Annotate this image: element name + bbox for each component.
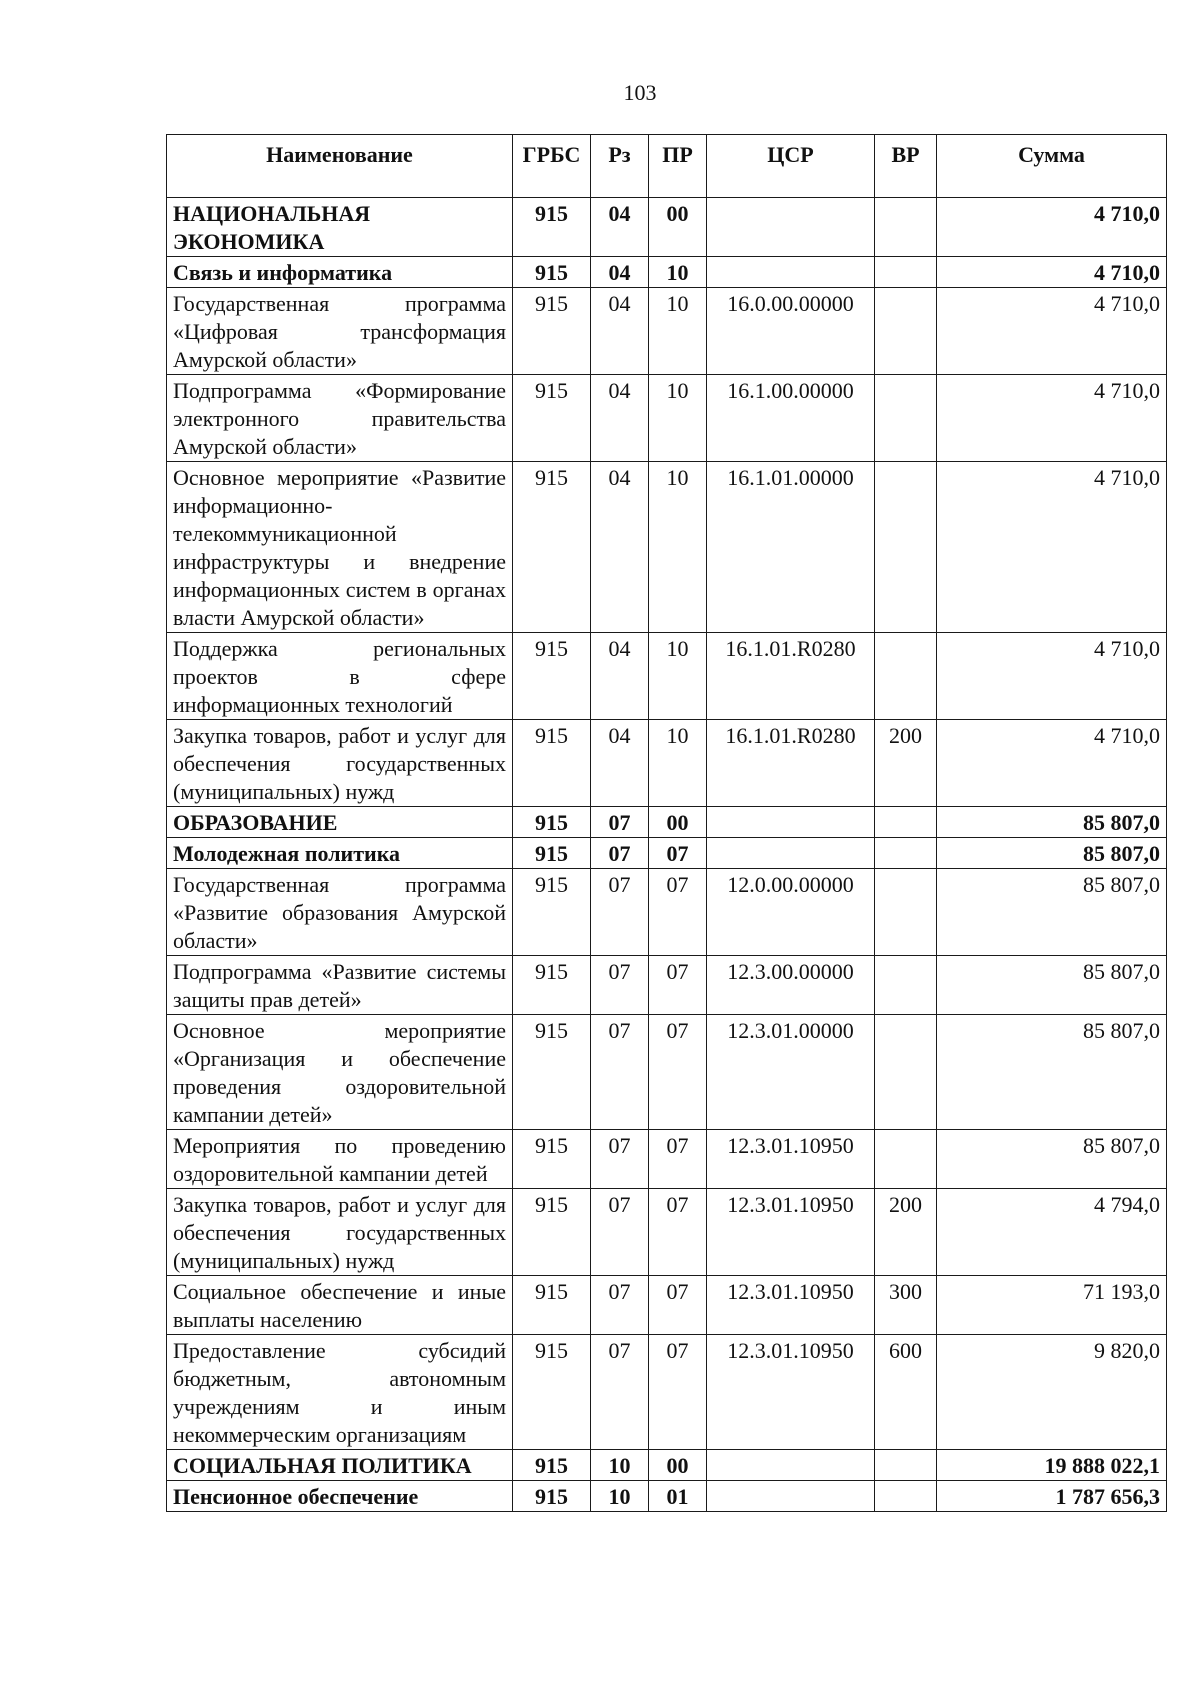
budget-table (166, 134, 1167, 1512)
cell-csr: 12.3.01.10950 (707, 1276, 875, 1335)
cell-pr: 00 (649, 198, 707, 257)
cell-sum: 4 710,0 (937, 375, 1167, 462)
cell-rz: 10 (591, 1481, 649, 1512)
cell-grbs: 915 (513, 375, 591, 462)
table-header (167, 135, 1167, 198)
cell-vr (875, 1450, 937, 1481)
cell-sum: 1 787 656,3 (937, 1481, 1167, 1512)
cell-pr: 10 (649, 257, 707, 288)
header-rz: Рз (591, 135, 649, 198)
table-row (167, 1130, 1167, 1189)
cell-name: Пенсионное обеспечение (167, 1481, 513, 1512)
cell-rz: 07 (591, 956, 649, 1015)
cell-vr (875, 956, 937, 1015)
cell-name: Основное мероприятие «Организация и обеспечение проведения оздоровительной кампании детей» (167, 1015, 513, 1130)
cell-sum: 85 807,0 (937, 1130, 1167, 1189)
cell-rz: 07 (591, 869, 649, 956)
cell-vr (875, 1015, 937, 1130)
cell-pr: 01 (649, 1481, 707, 1512)
cell-rz: 04 (591, 288, 649, 375)
cell-pr: 10 (649, 375, 707, 462)
header-row (167, 135, 1167, 198)
cell-sum: 4 710,0 (937, 257, 1167, 288)
cell-csr: 16.0.00.00000 (707, 288, 875, 375)
cell-grbs: 915 (513, 198, 591, 257)
cell-sum: 4 794,0 (937, 1189, 1167, 1276)
header-vr: ВР (875, 135, 937, 198)
table-body (167, 198, 1167, 1512)
cell-sum: 85 807,0 (937, 838, 1167, 869)
cell-name: Закупка товаров, работ и услуг для обеспечения государственных (муниципальных) нужд (167, 1189, 513, 1276)
cell-rz: 04 (591, 375, 649, 462)
cell-sum: 85 807,0 (937, 1015, 1167, 1130)
table-row (167, 288, 1167, 375)
cell-grbs: 915 (513, 1481, 591, 1512)
cell-pr: 07 (649, 1335, 707, 1450)
cell-csr: 16.1.01.00000 (707, 462, 875, 633)
cell-rz: 07 (591, 1189, 649, 1276)
table-row (167, 375, 1167, 462)
cell-sum: 19 888 022,1 (937, 1450, 1167, 1481)
cell-csr: 16.1.00.00000 (707, 375, 875, 462)
cell-vr (875, 462, 937, 633)
cell-rz: 07 (591, 1130, 649, 1189)
cell-name: Мероприятия по проведению оздоровительной кампании детей (167, 1130, 513, 1189)
cell-pr: 10 (649, 633, 707, 720)
cell-sum: 85 807,0 (937, 869, 1167, 956)
header-name: Наименование (167, 135, 513, 198)
cell-sum: 4 710,0 (937, 720, 1167, 807)
cell-rz: 07 (591, 1276, 649, 1335)
cell-sum: 9 820,0 (937, 1335, 1167, 1450)
cell-sum: 85 807,0 (937, 956, 1167, 1015)
cell-vr (875, 838, 937, 869)
table-row (167, 1276, 1167, 1335)
cell-vr (875, 1481, 937, 1512)
cell-pr: 10 (649, 720, 707, 807)
cell-rz: 10 (591, 1450, 649, 1481)
cell-name: Государственная программа «Развитие образования Амурской области» (167, 869, 513, 956)
cell-rz: 07 (591, 1335, 649, 1450)
cell-sum: 4 710,0 (937, 288, 1167, 375)
cell-name: Социальное обеспечение и иные выплаты населению (167, 1276, 513, 1335)
cell-csr: 12.3.01.10950 (707, 1335, 875, 1450)
table-row (167, 838, 1167, 869)
table-row (167, 956, 1167, 1015)
cell-name: Предоставление субсидий бюджетным, автономным учреждениям и иным некоммерческим организациям (167, 1335, 513, 1450)
cell-grbs: 915 (513, 1130, 591, 1189)
cell-vr (875, 257, 937, 288)
table-row (167, 257, 1167, 288)
page-number: 103 (623, 80, 657, 105)
cell-grbs: 915 (513, 633, 591, 720)
cell-vr (875, 807, 937, 838)
cell-grbs: 915 (513, 1189, 591, 1276)
cell-grbs: 915 (513, 1450, 591, 1481)
cell-pr: 07 (649, 869, 707, 956)
header-pr: ПР (649, 135, 707, 198)
cell-rz: 04 (591, 633, 649, 720)
cell-csr (707, 1481, 875, 1512)
table-row (167, 1335, 1167, 1450)
cell-csr (707, 838, 875, 869)
table-row (167, 807, 1167, 838)
cell-pr: 10 (649, 462, 707, 633)
table-row (167, 633, 1167, 720)
table-row (167, 1481, 1167, 1512)
cell-vr (875, 1130, 937, 1189)
cell-vr: 300 (875, 1276, 937, 1335)
cell-vr (875, 375, 937, 462)
cell-rz: 04 (591, 257, 649, 288)
cell-name: Связь и информатика (167, 257, 513, 288)
table-row (167, 1015, 1167, 1130)
cell-name: Закупка товаров, работ и услуг для обеспечения государственных (муниципальных) нужд (167, 720, 513, 807)
cell-rz: 04 (591, 462, 649, 633)
cell-csr: 12.3.00.00000 (707, 956, 875, 1015)
cell-sum: 4 710,0 (937, 633, 1167, 720)
cell-csr: 12.3.01.10950 (707, 1189, 875, 1276)
cell-name: Основное мероприятие «Развитие информационно-телекоммуникационной инфраструктуры и внедрение информационных систем в органах власти Амурской области» (167, 462, 513, 633)
cell-name: ОБРАЗОВАНИЕ (167, 807, 513, 838)
cell-name: НАЦИОНАЛЬНАЯ ЭКОНОМИКА (167, 198, 513, 257)
cell-sum: 85 807,0 (937, 807, 1167, 838)
table-row (167, 1189, 1167, 1276)
cell-grbs: 915 (513, 1015, 591, 1130)
cell-rz: 07 (591, 838, 649, 869)
cell-rz: 07 (591, 807, 649, 838)
cell-grbs: 915 (513, 807, 591, 838)
cell-vr: 200 (875, 1189, 937, 1276)
header-grbs: ГРБС (513, 135, 591, 198)
cell-grbs: 915 (513, 257, 591, 288)
cell-rz: 07 (591, 1015, 649, 1130)
cell-vr (875, 869, 937, 956)
cell-csr: 16.1.01.R0280 (707, 720, 875, 807)
cell-csr (707, 198, 875, 257)
cell-sum: 4 710,0 (937, 198, 1167, 257)
cell-grbs: 915 (513, 956, 591, 1015)
cell-csr: 12.3.01.10950 (707, 1130, 875, 1189)
cell-pr: 10 (649, 288, 707, 375)
cell-grbs: 915 (513, 869, 591, 956)
cell-pr: 00 (649, 807, 707, 838)
table-row (167, 720, 1167, 807)
cell-rz: 04 (591, 198, 649, 257)
cell-rz: 04 (591, 720, 649, 807)
cell-grbs: 915 (513, 1335, 591, 1450)
cell-vr (875, 198, 937, 257)
cell-name: Молодежная политика (167, 838, 513, 869)
cell-vr: 200 (875, 720, 937, 807)
cell-pr: 00 (649, 1450, 707, 1481)
cell-csr (707, 1450, 875, 1481)
budget-table-container (166, 134, 1166, 1512)
table-row (167, 198, 1167, 257)
cell-pr: 07 (649, 956, 707, 1015)
header-csr: ЦСР (707, 135, 875, 198)
cell-name: Государственная программа «Цифровая трансформация Амурской области» (167, 288, 513, 375)
cell-grbs: 915 (513, 1276, 591, 1335)
table-row (167, 462, 1167, 633)
cell-grbs: 915 (513, 838, 591, 869)
cell-pr: 07 (649, 1015, 707, 1130)
table-row (167, 869, 1167, 956)
cell-name: Подпрограмма «Формирование электронного правительства Амурской области» (167, 375, 513, 462)
cell-csr (707, 257, 875, 288)
cell-grbs: 915 (513, 720, 591, 807)
cell-grbs: 915 (513, 288, 591, 375)
cell-csr (707, 807, 875, 838)
header-sum: Сумма (937, 135, 1167, 198)
cell-sum: 71 193,0 (937, 1276, 1167, 1335)
cell-vr (875, 288, 937, 375)
cell-sum: 4 710,0 (937, 462, 1167, 633)
cell-csr: 12.0.00.00000 (707, 869, 875, 956)
cell-pr: 07 (649, 1189, 707, 1276)
cell-csr: 12.3.01.00000 (707, 1015, 875, 1130)
cell-name: Подпрограмма «Развитие системы защиты прав детей» (167, 956, 513, 1015)
cell-grbs: 915 (513, 462, 591, 633)
cell-name: Поддержка региональных проектов в сфере информационных технологий (167, 633, 513, 720)
cell-name: СОЦИАЛЬНАЯ ПОЛИТИКА (167, 1450, 513, 1481)
cell-pr: 07 (649, 838, 707, 869)
cell-csr: 16.1.01.R0280 (707, 633, 875, 720)
cell-pr: 07 (649, 1130, 707, 1189)
cell-pr: 07 (649, 1276, 707, 1335)
cell-vr (875, 633, 937, 720)
table-row (167, 1450, 1167, 1481)
cell-vr: 600 (875, 1335, 937, 1450)
